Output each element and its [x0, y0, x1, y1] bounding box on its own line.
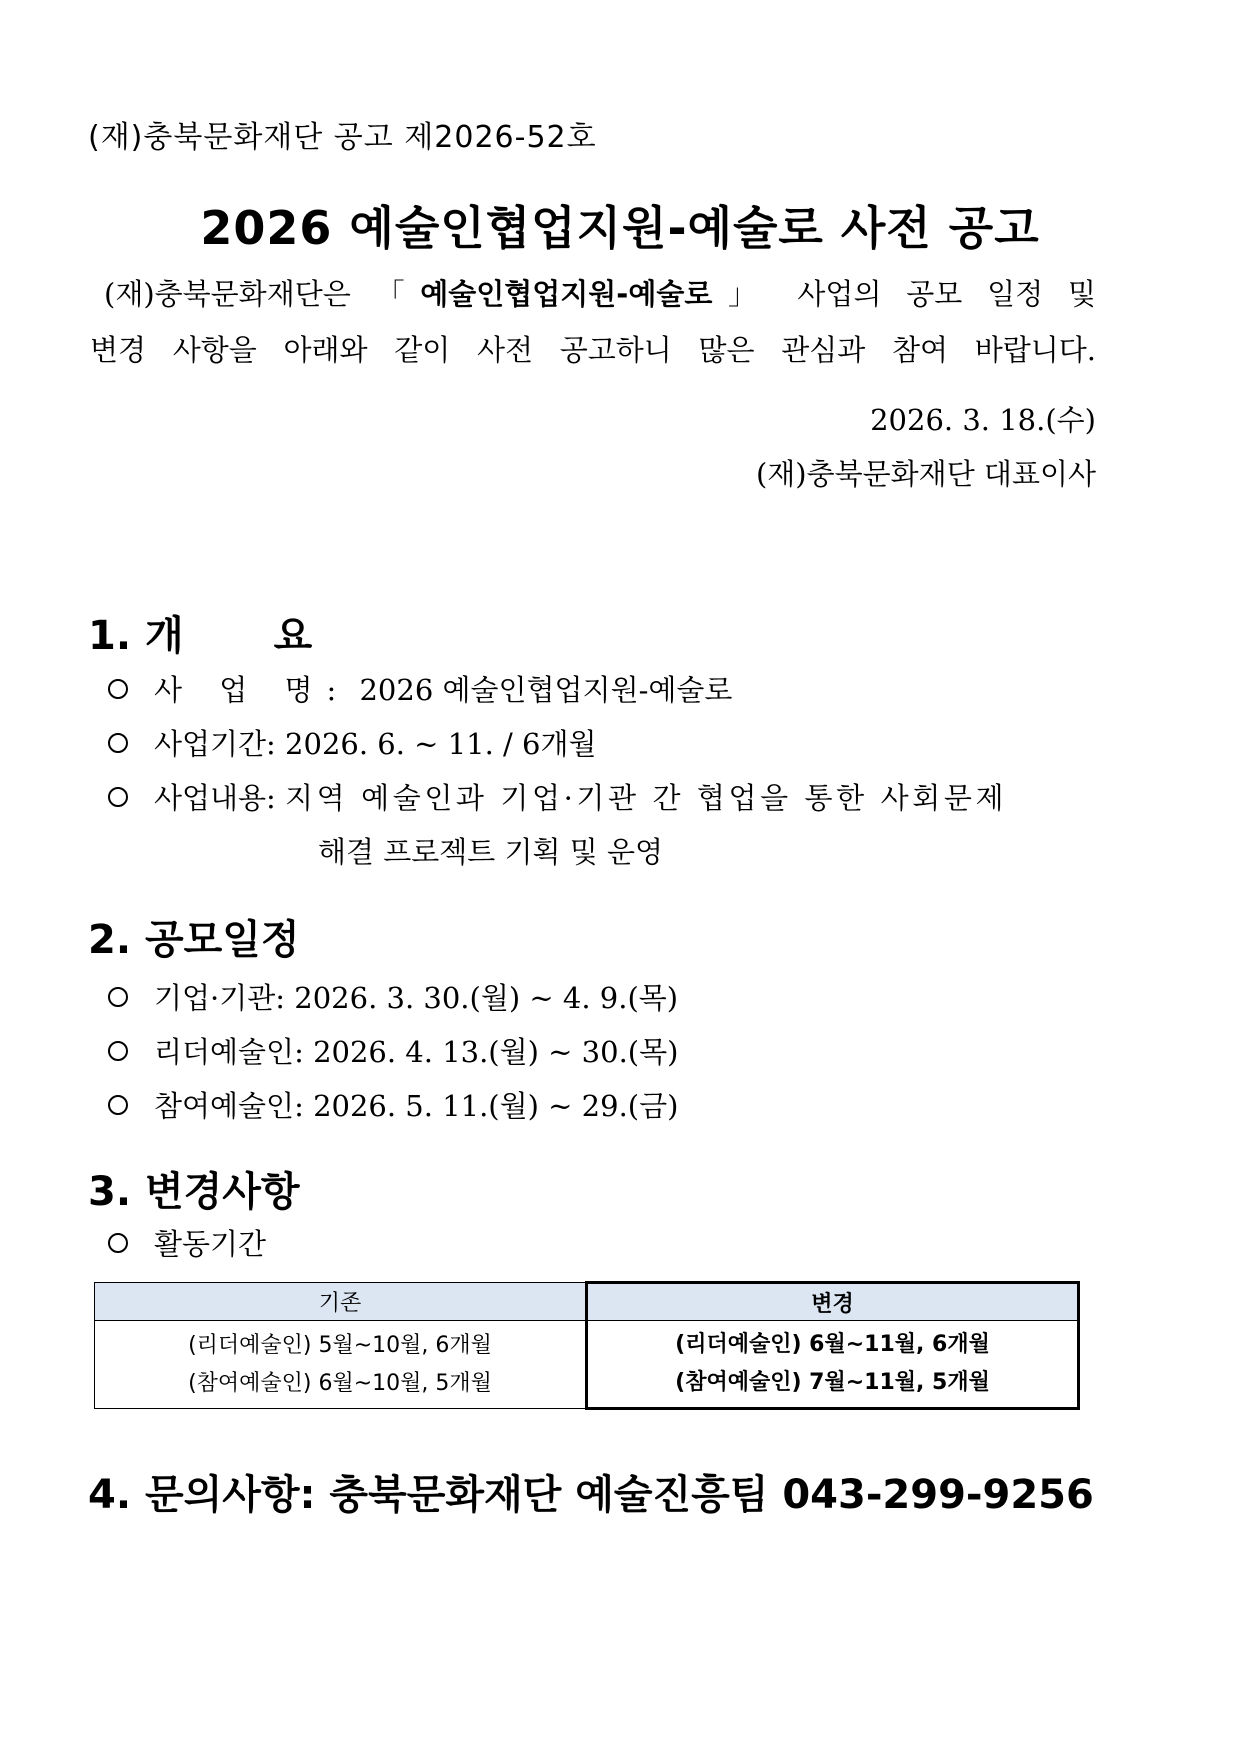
intro-prefix: (재)충북문화재단은 [104, 277, 351, 311]
cell-after [587, 1321, 1079, 1409]
item-value: 2026 예술인협업지원-예술로 [359, 673, 733, 707]
item-value-continued: 해결 프로젝트 기획 및 운영 [318, 835, 664, 869]
table-row [95, 1321, 1079, 1409]
item-value: 2026. 3. 30.(월) ~ 4. 9.(목) [294, 981, 679, 1015]
page-title: 2026 예술인협업지원-예술로 사전 공고 [200, 201, 1040, 255]
section-2-heading: 2. 공모일정 [88, 917, 300, 963]
list-item [108, 776, 1007, 817]
circle-bullet-icon [108, 1095, 128, 1115]
list-item [108, 976, 678, 1017]
circle-bullet-icon [108, 787, 128, 807]
header-before: 기존 [95, 1283, 587, 1321]
item-value: 지역 예술인과 기업·기관 간 협업을 통한 사회문제 [285, 781, 1008, 815]
item-label: 기업·기관: [154, 981, 286, 1015]
circle-bullet-icon [108, 1233, 128, 1253]
section-4-contact: 4. 문의사항: 충북문화재단 예술진흥팀 043-299-9256 [88, 1472, 1094, 1518]
section-1-heading-rest: 요 [273, 613, 313, 659]
circle-bullet-icon [108, 733, 128, 753]
item-label: 참여예술인: [154, 1089, 304, 1123]
change-table [94, 1281, 1080, 1410]
list-item [108, 668, 732, 709]
table-header-row [95, 1283, 1079, 1321]
intro-bracket-open: 「 [375, 277, 421, 311]
item-value: 2026. 6. ~ 11. / 6개월 [285, 727, 597, 761]
issuer: (재)충북문화재단 대표이사 [755, 457, 1096, 491]
list-item [108, 1084, 678, 1125]
announcement-date: 2026. 3. 18.(수) [870, 403, 1096, 437]
after-line: (참여예술인) 7월~11월, 5개월 [675, 1370, 990, 1395]
section-1-heading-num: 1. 개 [88, 613, 184, 659]
before-line: (리더예술인) 5월~10월, 6개월 [188, 1332, 492, 1358]
item-value: 2026. 4. 13.(월) ~ 30.(목) [313, 1035, 679, 1069]
circle-bullet-icon [108, 1041, 128, 1061]
list-item [108, 722, 597, 763]
item-label: 리더예술인: [154, 1035, 304, 1069]
list-item [108, 1030, 678, 1071]
before-line: (참여예술인) 6월~10월, 5개월 [188, 1370, 492, 1396]
item-label: 활동기간 [154, 1227, 267, 1261]
intro-line-1 [104, 266, 1096, 322]
intro-program-name: 예술인협업지원-예술로 [420, 277, 713, 311]
intro-suffix: 사업의 공모 일정 및 [797, 277, 1096, 311]
intro-bracket-close: 」 [712, 277, 773, 311]
item-label: 사업내용: [154, 781, 276, 815]
item-value: 2026. 5. 11.(월) ~ 29.(금) [313, 1089, 679, 1123]
list-item [108, 1222, 266, 1263]
section-1-heading [88, 604, 312, 661]
notice-number: (재)충북문화재단 공고 제2026-52호 [88, 120, 597, 155]
signature-block [756, 393, 1096, 501]
section-3-heading: 3. 변경사항 [88, 1169, 300, 1215]
cell-before [95, 1321, 587, 1409]
item-label: 사 업 명: [154, 673, 351, 707]
header-after: 변경 [587, 1283, 1079, 1321]
circle-bullet-icon [108, 679, 128, 699]
intro-line-2: 변경 사항을 아래와 같이 사전 공고하니 많은 관심과 참여 바랍니다. [90, 333, 1096, 367]
after-line: (리더예술인) 6월~11월, 6개월 [675, 1332, 990, 1357]
circle-bullet-icon [108, 987, 128, 1007]
item-label: 사업기간: [154, 727, 276, 761]
